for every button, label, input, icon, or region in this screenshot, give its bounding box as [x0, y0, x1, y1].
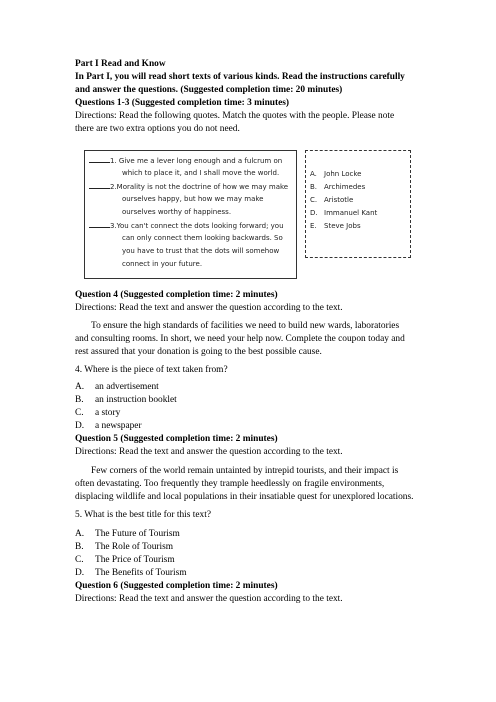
people-option-d: D. Immanuel Kant [310, 209, 378, 217]
q5-text-line1: Few corners of the world remain untainted by intrepid tourists, and their impact is [91, 466, 399, 476]
quote-2-line1: 2.Morality is not the doctrine of how we may make [89, 180, 288, 194]
q5-question: 5. What is the best title for this text? [75, 510, 211, 520]
people-option-c: C. Aristotle [310, 196, 354, 204]
part-intro-line2: and answer the questions. (Suggested completion time: 20 minutes) [75, 85, 343, 95]
answer-blank-1[interactable] [89, 154, 110, 163]
people-options-box [305, 150, 411, 258]
quote-1-line2: which to place it, and I shall move the world. [122, 169, 280, 177]
q5-option-c[interactable]: C. The Price of Tourism [75, 555, 175, 565]
q5-option-a[interactable]: A. The Future of Tourism [75, 529, 180, 539]
q5-option-d[interactable]: D. The Benefits of Tourism [75, 568, 187, 578]
answer-blank-2[interactable] [89, 180, 110, 189]
q4-option-c[interactable]: C. a story [75, 408, 121, 418]
q5-heading: Question 5 (Suggested completion time: 2 minutes) [75, 434, 278, 444]
q6-heading: Question 6 (Suggested completion time: 2 minutes) [75, 581, 278, 591]
part-intro-line1: In Part I, you will read short texts of various kinds. Read the instructions carefully [75, 72, 405, 82]
quote-3-line3: you have to trust that the dots will somehow [122, 247, 280, 255]
q13-heading: Questions 1-3 (Suggested completion time: 3 minutes) [75, 98, 290, 108]
q5-option-b[interactable]: B. The Role of Tourism [75, 542, 174, 552]
quote-3-line1: 3.You can't connect the dots looking forward; you [89, 219, 284, 233]
q4-question: 4. Where is the piece of text taken from? [75, 365, 228, 375]
people-option-b: B. Archimedes [310, 183, 366, 191]
q4-option-a[interactable]: A. an advertisement [75, 382, 159, 392]
q4-option-b[interactable]: B. an instruction booklet [75, 395, 177, 405]
quote-2-line2: ourselves happy, but how we may make [122, 195, 264, 203]
people-option-a: A. John Locke [310, 170, 362, 178]
q5-directions: Directions: Read the text and answer the question according to the text. [75, 447, 343, 457]
q4-heading: Question 4 (Suggested completion time: 2 minutes) [75, 290, 278, 300]
q6-directions: Directions: Read the text and answer the question according to the text. [75, 594, 343, 604]
q4-text-line1: To ensure the high standards of facilities we need to build new wards, laboratories [91, 321, 400, 331]
quote-3-line4: connect in your future. [122, 260, 203, 268]
quote-3-line2: can only connect them looking backwards. So [122, 234, 283, 242]
q4-directions: Directions: Read the text and answer the question according to the text. [75, 303, 343, 313]
q5-text-line3: displacing wildlife and local populations in their insatiable quest for unexplored locations. [75, 492, 414, 502]
people-option-e: E. Steve Jobs [310, 222, 361, 230]
quote-1-line1: 1. Give me a lever long enough and a fulcrum on [89, 154, 282, 168]
q4-text-line2: and consulting rooms. In short, we need your help now. Complete the coupon today and [75, 334, 405, 344]
q4-text-line3: rest assured that your donation is going to the best possible cause. [75, 347, 322, 357]
part-title: Part I Read and Know [75, 59, 166, 69]
q4-option-d[interactable]: D. a newspaper [75, 421, 142, 431]
q13-directions-line1: Directions: Read the following quotes. Match the quotes with the people. Please note [75, 111, 395, 121]
answer-blank-3[interactable] [89, 219, 110, 228]
quotes-box [84, 150, 297, 279]
q5-text-line2: often devastating. Too frequently they trample heedlessly on fragile environments, [75, 479, 385, 489]
quote-2-line3: ourselves worthy of happiness. [122, 208, 232, 216]
q13-directions-line2: there are two extra options you do not need. [75, 124, 240, 134]
